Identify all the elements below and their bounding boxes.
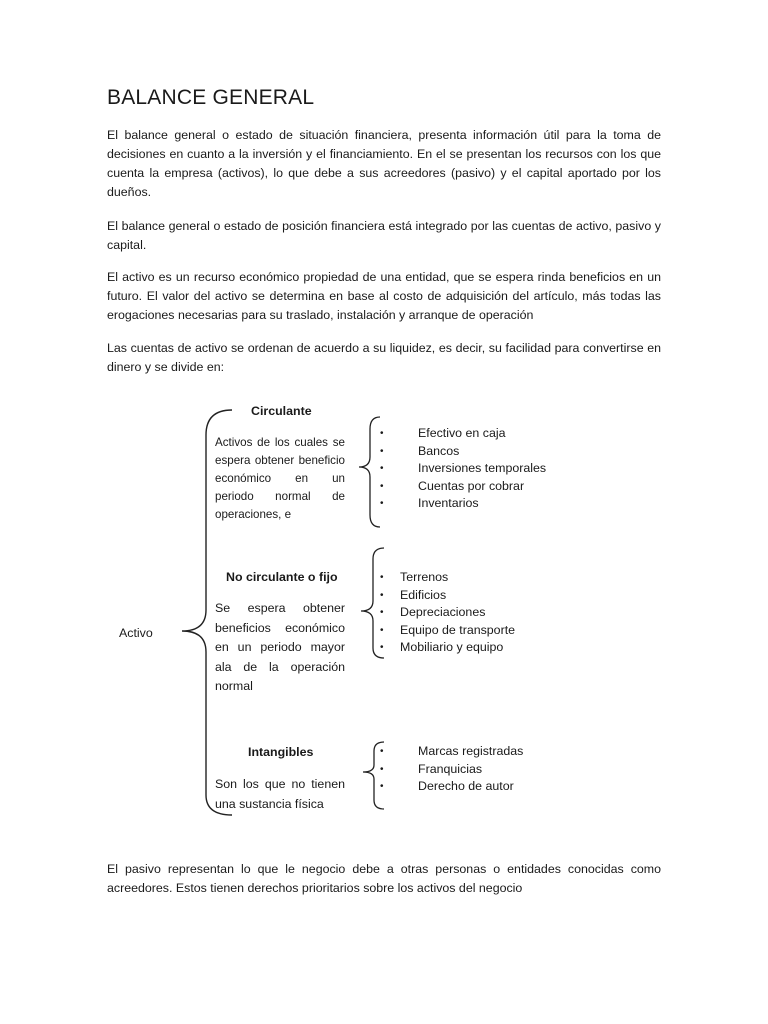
list-item: • Efectivo en caja (380, 425, 580, 443)
list-item: • Depreciaciones (380, 604, 580, 622)
category-description-circulante: Activos de los cuales se espera obtener beneficio económico en un periodo normal de operaciones, e (215, 436, 345, 521)
paragraph-composition: El balance general o estado de posición financiera está integrado por las cuentas de activo, pasivo y capital. (107, 219, 661, 252)
paragraph-activo: El activo es un recurso económico propiedad de una entidad, que se espera rinda beneficios en un futuro. El valor del activo se determina en base al costo de adquisición del artículo, más todas las erogaciones necesarias para su traslado, instalación y arranque de operación (107, 270, 661, 322)
paragraph-liquidez: Las cuentas de activo se ordenan de acuerdo a su liquidez, es decir, su facilidad para convertirse en dinero y se divide en: (107, 341, 661, 374)
category-items-circulante (380, 425, 580, 513)
category-description-no-circulante: Se espera obtener beneficios económico en un periodo mayor ala de la operación normal (215, 601, 345, 693)
list-item: • Marcas registradas (380, 743, 580, 761)
paragraph-pasivo: El pasivo representan lo que le negocio debe a otras personas o entidades conocidas como acreedores. Estos tienen derechos prioritarios sobre los activos del negocio (107, 862, 661, 895)
list-item: • Franquicias (380, 761, 580, 779)
category-description-intangibles: Son los que no tienen una sustancia física (215, 777, 345, 811)
paragraph-intro: El balance general o estado de situación financiera, presenta información útil para la toma de decisiones en cuanto a la inversión y el financiamiento. En el se presentan los recursos con los que cuenta la empresa (activos), lo que debe a sus acreedores (pasivo) y el capital aportado por los dueños. (107, 128, 661, 199)
bullet-icon: • (380, 763, 384, 775)
bullet-icon: • (380, 498, 384, 509)
category-title-no-circulante: No circulante o fijo (226, 570, 338, 584)
list-item: • Terrenos (380, 569, 580, 587)
list-item: • Inversiones temporales (380, 460, 580, 478)
list-item: • Derecho de autor (380, 778, 580, 796)
list-item: • Edificios (380, 587, 580, 605)
brace-circulante (359, 417, 380, 527)
category-title-intangibles: Intangibles (248, 745, 314, 759)
bullet-icon: • (380, 746, 384, 757)
list-item: • Equipo de transporte (380, 622, 580, 640)
category-title-circulante: Circulante (251, 404, 312, 418)
bullet-icon: • (380, 445, 384, 457)
list-item: • Mobiliario y equipo (380, 639, 580, 657)
page-title: BALANCE GENERAL (107, 86, 315, 109)
bullet-icon: • (380, 781, 384, 792)
root-label-activo: Activo (119, 626, 153, 640)
bullet-icon: • (380, 589, 384, 601)
bullet-icon: • (380, 624, 384, 636)
bullet-icon: • (380, 642, 384, 653)
activo-classification-diagram (0, 395, 768, 835)
category-items-no-circulante (380, 569, 580, 657)
list-item: • Inventarios (380, 495, 580, 513)
category-items-intangibles (380, 743, 580, 796)
bullet-icon: • (380, 480, 384, 492)
bullet-icon: • (380, 572, 384, 583)
bullet-icon: • (380, 463, 384, 474)
bullet-icon: • (380, 607, 384, 618)
list-item: • Bancos (380, 443, 580, 461)
bullet-icon: • (380, 428, 384, 439)
list-item: • Cuentas por cobrar (380, 478, 580, 496)
